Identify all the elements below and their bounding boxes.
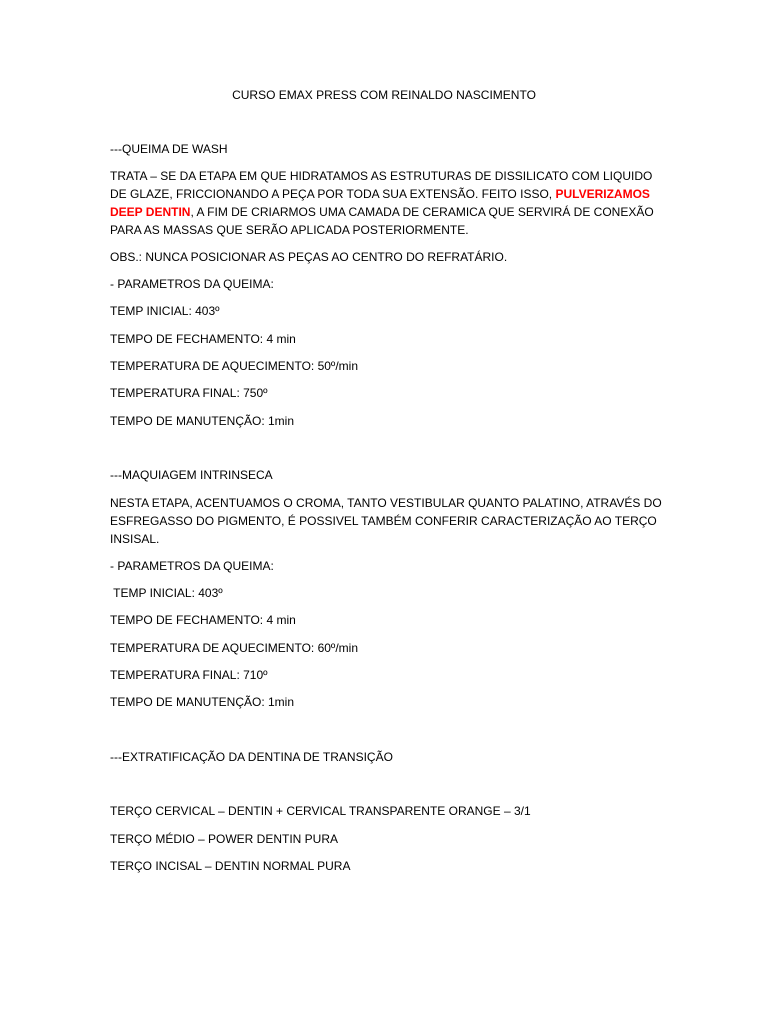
document-title: CURSO EMAX PRESS COM REINALDO NASCIMENTO [232,88,536,102]
wash-desc-part1: TRATA – SE DA ETAPA EM QUE HIDRATAMOS AS ESTRUTURAS DE DISSILICATO COM LIQUIDO DE GLAZE, FRICCIONANDO A PEÇA POR TODA SUA EXTENSÃO. FEITO ISSO, [110,169,653,201]
terco-medio: TERÇO MÉDIO – POWER DENTIN PURA [110,832,339,846]
maquiagem-description: NESTA ETAPA, ACENTUAMOS O CROMA, TANTO VESTIBULAR QUANTO PALATINO, ATRAVÉS DO ESFREGASSO DO PIGMENTO, É POSSIVEL TAMBÉM CONFERIR CARACTERIZAÇÃO AO TERÇO INSISAL. [110,496,662,546]
wash-temp-inicial: TEMP INICIAL: 403º [110,304,220,318]
wash-temp-final: TEMPERATURA FINAL: 750º [110,386,268,400]
wash-params-heading: - PARAMETROS DA QUEIMA: [110,277,274,291]
wash-description [110,167,662,239]
maquiagem-heading: ---MAQUIAGEM INTRINSECA [110,468,273,482]
terco-incisal: TERÇO INCISAL – DENTIN NORMAL PURA [110,859,351,873]
wash-desc-highlight: PULVERIZAMOS DEEP DENTIN [110,187,650,219]
terco-cervical: TERÇO CERVICAL – DENTIN + CERVICAL TRANSPARENTE ORANGE – 3/1 [110,804,531,818]
extratificacao-heading: ---EXTRATIFICAÇÃO DA DENTINA DE TRANSIÇÃO [110,750,393,764]
maquiagem-params-heading: - PARAMETROS DA QUEIMA: [110,559,274,573]
wash-obs: OBS.: NUNCA POSICIONAR AS PEÇAS AO CENTRO DO REFRATÁRIO. [110,250,508,264]
wash-desc-part2: , A FIM DE CRIARMOS UMA CAMADA DE CERAMICA QUE SERVIRÁ DE CONEXÃO PARA AS MASSAS QUE SERÃO APLICADA POSTERIORMENTE. [110,205,654,237]
maquiagem-tempo-manutencao: TEMPO DE MANUTENÇÃO: 1min [110,695,295,709]
maquiagem-temp-aquecimento: TEMPERATURA DE AQUECIMENTO: 60º/min [110,641,358,655]
maquiagem-temp-final: TEMPERATURA FINAL: 710º [110,668,268,682]
wash-tempo-fechamento: TEMPO DE FECHAMENTO: 4 min [110,332,296,346]
wash-temp-aquecimento: TEMPERATURA DE AQUECIMENTO: 50º/min [110,359,358,373]
maquiagem-tempo-fechamento: TEMPO DE FECHAMENTO: 4 min [110,613,296,627]
wash-heading: ---QUEIMA DE WASH [110,142,228,156]
wash-tempo-manutencao: TEMPO DE MANUTENÇÃO: 1min [110,414,295,428]
maquiagem-temp-inicial: TEMP INICIAL: 403º [110,586,223,600]
